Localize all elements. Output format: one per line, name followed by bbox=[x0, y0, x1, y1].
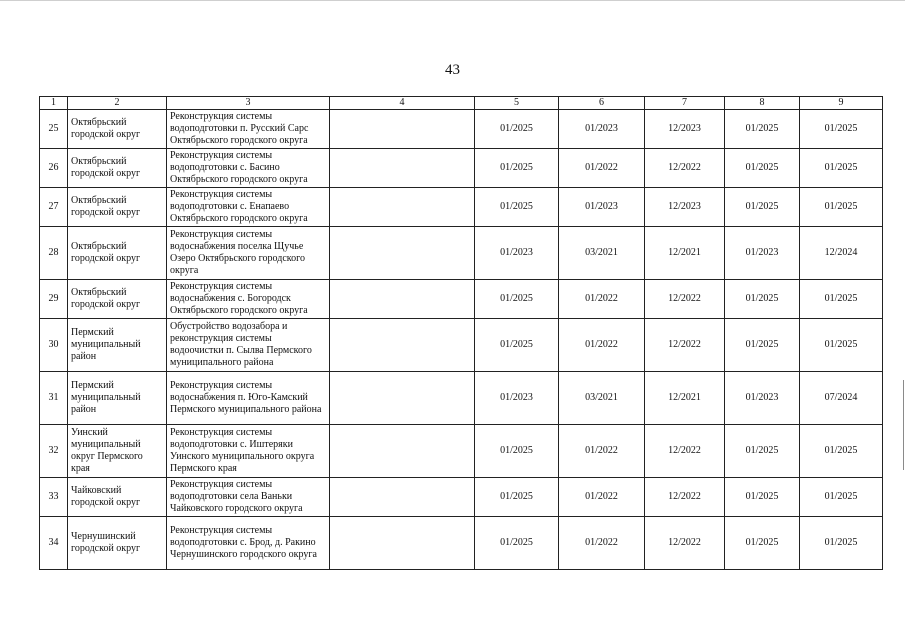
date-col9: 01/2025 bbox=[800, 149, 883, 188]
date-col8: 01/2023 bbox=[725, 227, 800, 280]
col4-cell bbox=[330, 110, 475, 149]
column-header-3: 3 bbox=[167, 97, 330, 110]
territory-cell: Пермский муниципальный район bbox=[68, 372, 167, 425]
date-col6: 01/2022 bbox=[559, 425, 645, 478]
date-col8: 01/2025 bbox=[725, 188, 800, 227]
date-col5: 01/2025 bbox=[475, 110, 559, 149]
project-cell: Реконструкция системы водоподготовки п. Русский Сарс Октябрьского городского округа bbox=[167, 110, 330, 149]
date-col7: 12/2022 bbox=[645, 517, 725, 570]
date-col7: 12/2022 bbox=[645, 478, 725, 517]
date-col9: 01/2025 bbox=[800, 319, 883, 372]
date-col9: 01/2025 bbox=[800, 478, 883, 517]
col4-cell bbox=[330, 149, 475, 188]
date-col7: 12/2023 bbox=[645, 110, 725, 149]
table-row bbox=[40, 110, 883, 149]
date-col8: 01/2025 bbox=[725, 517, 800, 570]
date-col9: 12/2024 bbox=[800, 227, 883, 280]
table-row bbox=[40, 280, 883, 319]
row-number: 27 bbox=[40, 188, 68, 227]
row-number: 31 bbox=[40, 372, 68, 425]
date-col6: 01/2022 bbox=[559, 280, 645, 319]
column-header-9: 9 bbox=[800, 97, 883, 110]
table-row bbox=[40, 478, 883, 517]
date-col8: 01/2025 bbox=[725, 280, 800, 319]
territory-cell: Октябрьский городской округ bbox=[68, 188, 167, 227]
date-col8: 01/2025 bbox=[725, 319, 800, 372]
date-col9: 01/2025 bbox=[800, 280, 883, 319]
territory-cell: Чайковский городской округ bbox=[68, 478, 167, 517]
date-col5: 01/2025 bbox=[475, 425, 559, 478]
territory-cell: Чернушинский городской округ bbox=[68, 517, 167, 570]
project-cell: Реконструкция системы водоподготовки с. Басино Октябрьского городского округа bbox=[167, 149, 330, 188]
date-col6: 01/2023 bbox=[559, 188, 645, 227]
date-col5: 01/2025 bbox=[475, 149, 559, 188]
column-header-2: 2 bbox=[68, 97, 167, 110]
date-col9: 01/2025 bbox=[800, 188, 883, 227]
column-header-4: 4 bbox=[330, 97, 475, 110]
date-col8: 01/2025 bbox=[725, 425, 800, 478]
date-col9: 07/2024 bbox=[800, 372, 883, 425]
row-number: 29 bbox=[40, 280, 68, 319]
date-col5: 01/2025 bbox=[475, 188, 559, 227]
date-col7: 12/2021 bbox=[645, 372, 725, 425]
date-col5: 01/2025 bbox=[475, 319, 559, 372]
date-col7: 12/2022 bbox=[645, 319, 725, 372]
date-col8: 01/2025 bbox=[725, 478, 800, 517]
col4-cell bbox=[330, 478, 475, 517]
date-col7: 12/2022 bbox=[645, 425, 725, 478]
row-number: 26 bbox=[40, 149, 68, 188]
column-header-8: 8 bbox=[725, 97, 800, 110]
date-col8: 01/2025 bbox=[725, 110, 800, 149]
territory-cell: Уинский муниципальный округ Пермского края bbox=[68, 425, 167, 478]
scan-edge-mark bbox=[903, 380, 904, 470]
column-header-7: 7 bbox=[645, 97, 725, 110]
table-row bbox=[40, 425, 883, 478]
project-cell: Реконструкция системы водоснабжения с. Богородск Октябрьского городского округа bbox=[167, 280, 330, 319]
date-col9: 01/2025 bbox=[800, 425, 883, 478]
table-row bbox=[40, 319, 883, 372]
project-cell: Реконструкция системы водоподготовки с. Иштеряки Уинского муниципального округа Пермского края bbox=[167, 425, 330, 478]
territory-cell: Октябрьский городской округ bbox=[68, 280, 167, 319]
project-cell: Реконструкция системы водоподготовки с. Брод, д. Ракино Чернушинского городского округа bbox=[167, 517, 330, 570]
territory-cell: Октябрьский городской округ bbox=[68, 149, 167, 188]
row-number: 33 bbox=[40, 478, 68, 517]
row-number: 30 bbox=[40, 319, 68, 372]
date-col8: 01/2025 bbox=[725, 149, 800, 188]
objects-table bbox=[39, 96, 883, 570]
col4-cell bbox=[330, 425, 475, 478]
project-cell: Обустройство водозабора и реконструкция системы водоочистки п. Сылва Пермского муниципального района bbox=[167, 319, 330, 372]
territory-cell: Пермский муниципальный район bbox=[68, 319, 167, 372]
col4-cell bbox=[330, 517, 475, 570]
date-col6: 01/2022 bbox=[559, 149, 645, 188]
col4-cell bbox=[330, 280, 475, 319]
territory-cell: Октябрьский городской округ bbox=[68, 110, 167, 149]
col4-cell bbox=[330, 372, 475, 425]
date-col7: 12/2021 bbox=[645, 227, 725, 280]
table-row bbox=[40, 188, 883, 227]
date-col8: 01/2023 bbox=[725, 372, 800, 425]
row-number: 28 bbox=[40, 227, 68, 280]
date-col5: 01/2023 bbox=[475, 227, 559, 280]
col4-cell bbox=[330, 227, 475, 280]
project-cell: Реконструкция системы водоподготовки с. Енапаево Октябрьского городского округа bbox=[167, 188, 330, 227]
date-col5: 01/2025 bbox=[475, 517, 559, 570]
date-col7: 12/2022 bbox=[645, 149, 725, 188]
column-header-1: 1 bbox=[40, 97, 68, 110]
row-number: 34 bbox=[40, 517, 68, 570]
date-col5: 01/2025 bbox=[475, 478, 559, 517]
date-col6: 01/2022 bbox=[559, 478, 645, 517]
project-cell: Реконструкция системы водоснабжения п. Юго-Камский Пермского муниципального района bbox=[167, 372, 330, 425]
project-cell: Реконструкция системы водоснабжения поселка Щучье Озеро Октябрьского городского округа bbox=[167, 227, 330, 280]
date-col7: 12/2022 bbox=[645, 280, 725, 319]
table-header-row bbox=[40, 97, 883, 110]
table-row bbox=[40, 372, 883, 425]
date-col5: 01/2025 bbox=[475, 280, 559, 319]
page-top-edge bbox=[0, 0, 905, 1]
col4-cell bbox=[330, 188, 475, 227]
territory-cell: Октябрьский городской округ bbox=[68, 227, 167, 280]
date-col9: 01/2025 bbox=[800, 517, 883, 570]
date-col5: 01/2023 bbox=[475, 372, 559, 425]
date-col7: 12/2023 bbox=[645, 188, 725, 227]
column-header-6: 6 bbox=[559, 97, 645, 110]
page-number: 43 bbox=[445, 62, 460, 78]
table-body bbox=[40, 110, 883, 570]
date-col6: 01/2022 bbox=[559, 319, 645, 372]
row-number: 32 bbox=[40, 425, 68, 478]
date-col6: 03/2021 bbox=[559, 372, 645, 425]
column-header-5: 5 bbox=[475, 97, 559, 110]
date-col9: 01/2025 bbox=[800, 110, 883, 149]
date-col6: 01/2023 bbox=[559, 110, 645, 149]
row-number: 25 bbox=[40, 110, 68, 149]
col4-cell bbox=[330, 319, 475, 372]
table-row bbox=[40, 149, 883, 188]
table-row bbox=[40, 517, 883, 570]
date-col6: 01/2022 bbox=[559, 517, 645, 570]
date-col6: 03/2021 bbox=[559, 227, 645, 280]
project-cell: Реконструкция системы водоподготовки села Ваньки Чайковского городского округа bbox=[167, 478, 330, 517]
table-row bbox=[40, 227, 883, 280]
